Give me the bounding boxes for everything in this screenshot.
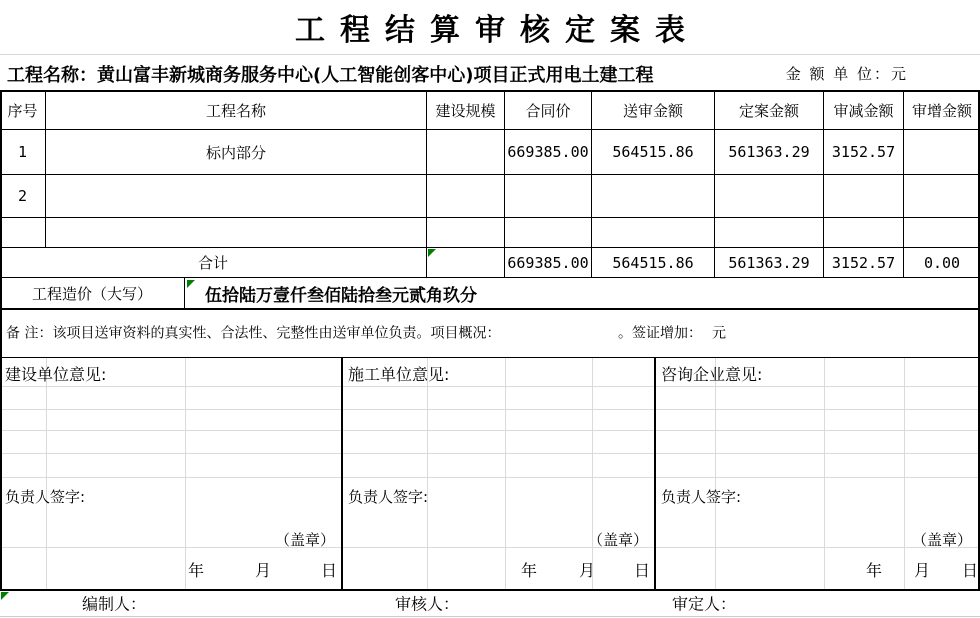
col-header-finalized: 定案金额 [715, 92, 824, 130]
cell-row3-submitted [592, 218, 715, 248]
col-header-increased: 审增金额 [904, 92, 980, 130]
col-header-contract: 合同价 [505, 92, 592, 130]
table-left-border [0, 92, 2, 591]
note-text: 备 注：该项目送审资料的真实性、合法性、完整性由送审单位负责。项目概况： [6, 324, 501, 341]
cell-row2-no: 2 [0, 175, 46, 218]
amount-in-words-value: 伍拾陆万壹仟叁佰陆拾叁元贰角玖分 [205, 285, 477, 306]
section-construction-unit [0, 358, 343, 589]
cell-error-indicator-triangle [428, 249, 436, 257]
responsible-signature-label: 负责人签字: [661, 488, 742, 506]
cell-row2-reduced [824, 175, 904, 218]
year-label: 年 [521, 561, 538, 580]
preparer-label: 编制人： [82, 593, 147, 613]
form-title-row [0, 0, 980, 55]
cell-row3-name [46, 218, 427, 248]
cell-total-reduced: 3152.57 [824, 248, 904, 278]
consulting-firm-opinion-label: 咨询企业意见: [661, 365, 763, 384]
cell-row2-increased [904, 175, 980, 218]
cell-error-indicator-triangle [1, 592, 9, 600]
opinion-sections [0, 358, 980, 591]
seal-label: （盖章） [911, 531, 972, 549]
visa-increase-label: 。签证增加： [618, 324, 702, 341]
visa-increase-unit: 元 [712, 324, 726, 341]
page-title: 工程结算审核定案表 [295, 13, 700, 48]
cell-row3-contract [505, 218, 592, 248]
construction-unit-opinion-label: 建设单位意见: [5, 365, 107, 384]
cell-total-increased: 0.00 [904, 248, 980, 278]
month-label: 月 [255, 561, 272, 580]
cell-row1-scale [427, 130, 505, 175]
cell-row3-scale [427, 218, 505, 248]
cell-row2-name [46, 175, 427, 218]
footer-signers-row [0, 591, 980, 617]
amount-unit-label: 金 额 单 位：元 [785, 65, 908, 83]
cell-total-finalized: 561363.29 [715, 248, 824, 278]
col-header-submitted: 送审金额 [592, 92, 715, 130]
cell-error-indicator-triangle [187, 280, 195, 288]
amount-in-words-label: 工程造价（大写） [0, 278, 185, 308]
cell-row3-finalized [715, 218, 824, 248]
project-name: 工程名称：黄山富丰新城商务服务中心(人工智能创客中心)项目正式用电土建工程 [7, 64, 654, 86]
section-divider [341, 358, 343, 589]
day-label: 日 [962, 561, 979, 580]
col-header-name: 工程名称 [46, 92, 427, 130]
cell-total-scale [427, 248, 505, 278]
col-header-no: 序号 [0, 92, 46, 130]
section-divider [654, 358, 656, 589]
amount-in-words-row [0, 278, 980, 310]
cell-row1-reduced: 3152.57 [824, 130, 904, 175]
month-label: 月 [579, 561, 596, 580]
cell-row1-contract: 669385.00 [505, 130, 592, 175]
contractor-unit-opinion-label: 施工单位意见: [348, 365, 450, 384]
cell-row2-contract [505, 175, 592, 218]
note-row [0, 310, 980, 358]
cell-row3-increased [904, 218, 980, 248]
responsible-signature-label: 负责人签字: [348, 488, 429, 506]
cell-row1-increased [904, 130, 980, 175]
approver-label: 审定人： [672, 593, 737, 613]
day-label: 日 [321, 561, 338, 580]
cell-row2-submitted [592, 175, 715, 218]
seal-label: （盖章） [587, 531, 648, 549]
cell-total-contract: 669385.00 [505, 248, 592, 278]
cell-row1-name: 标内部分 [46, 130, 427, 175]
project-info-row [0, 55, 980, 92]
section-contractor-unit [343, 358, 656, 589]
month-label: 月 [914, 561, 931, 580]
seal-label: （盖章） [274, 531, 335, 549]
year-label: 年 [188, 561, 205, 580]
cell-row2-scale [427, 175, 505, 218]
responsible-signature-label: 负责人签字: [5, 488, 86, 506]
col-header-scale: 建设规模 [427, 92, 505, 130]
day-label: 日 [634, 561, 651, 580]
year-label: 年 [866, 561, 883, 580]
col-header-reduced: 审减金额 [824, 92, 904, 130]
reviewer-label: 审核人： [395, 593, 460, 613]
cell-row3-reduced [824, 218, 904, 248]
cell-row2-finalized [715, 175, 824, 218]
section-consulting-firm [656, 358, 980, 589]
cell-total-label: 合计 [0, 248, 427, 278]
cell-row1-no: 1 [0, 130, 46, 175]
main-table [0, 92, 980, 278]
cell-row1-finalized: 561363.29 [715, 130, 824, 175]
cell-row1-submitted: 564515.86 [592, 130, 715, 175]
table-top-border [0, 90, 980, 92]
cell-total-submitted: 564515.86 [592, 248, 715, 278]
cell-row3-no [0, 218, 46, 248]
